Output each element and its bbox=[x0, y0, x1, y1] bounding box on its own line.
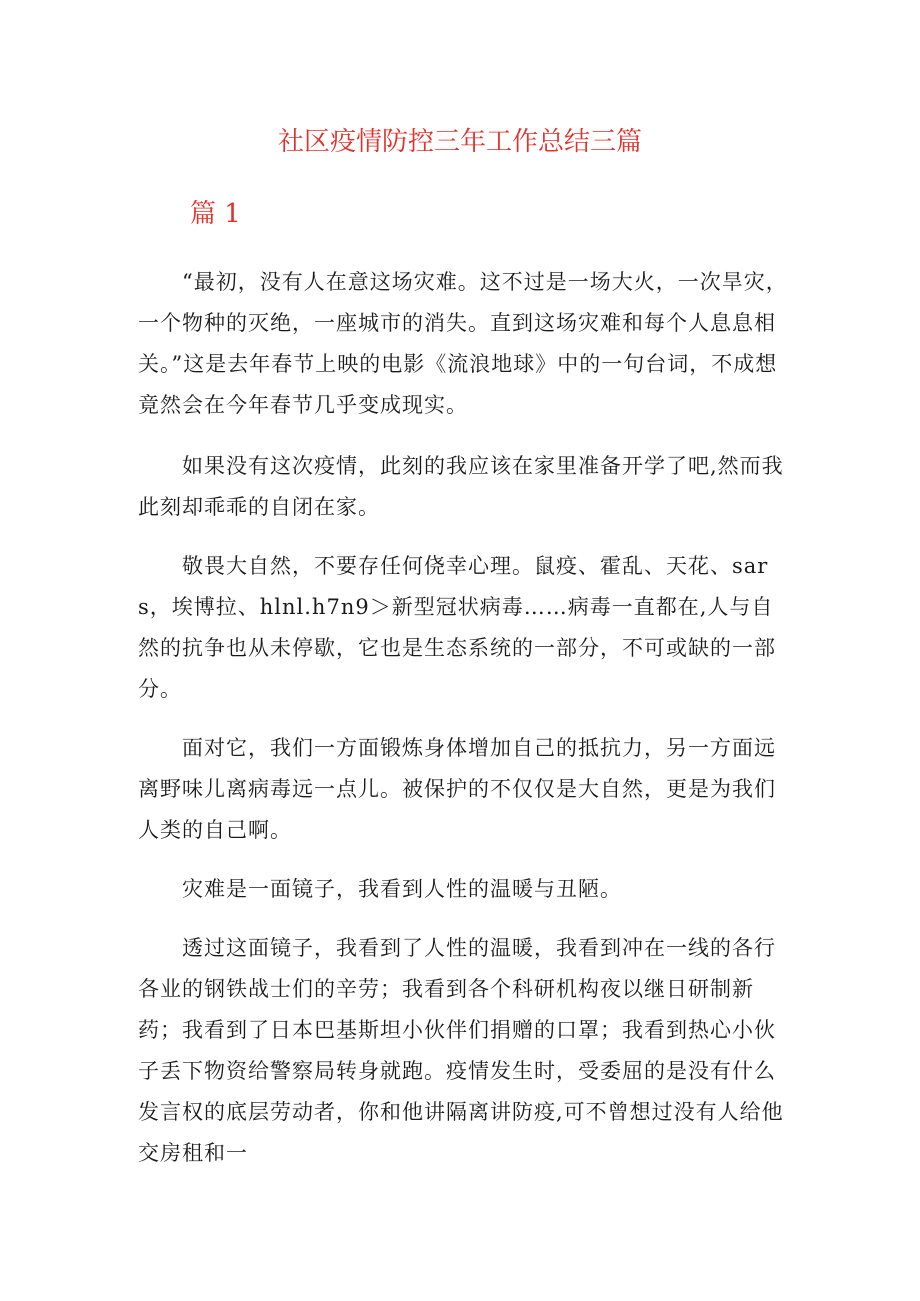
paragraph-4: 面对它，我们一方面锻炼身体增加自己的抵抗力，另一方面远离野味儿离病毒远一点儿。被保护的不仅仅是大自然，更是为我们人类的自己啊。 bbox=[138, 736, 776, 842]
document-title: 社区疫情防控三年工作总结三篇 bbox=[277, 127, 642, 157]
paragraph-1: “最初，没有人在意这场灾难。这不过是一场大火，一次旱灾，一个物种的灭绝，一座城市的消失。直到这场灾难和每个人息息相关。”这是去年春节上映的电影《流浪地球》中的一句台词，不成想竟然会在今年春节几乎变成现实。 bbox=[138, 270, 788, 417]
paragraph-2: 如果没有这次疫情，此刻的我应该在家里准备开学了吧,然而我此刻却乖乖的自闭在家。 bbox=[138, 454, 784, 519]
paragraph-6: 透过这面镜子，我看到了人性的温暖，我看到冲在一线的各行各业的钢铁战士们的辛劳；我看到各个科研机构夜以继日研制新药；我看到了日本巴基斯坦小伙伴们捐赠的口罩；我看到热心小伙子丢下物资给警察局转身就跑。疫情发生时，受委屈的是没有什么发言权的底层劳动者，你和他讲隔离讲防疫,可不曾想过没有人给他交房租和一 bbox=[138, 936, 784, 1165]
paragraph-3: 敬畏大自然，不要存任何侥幸心理。鼠疫、霍乱、天花、sars，埃博拉、hlnl.h7n9＞新型冠状病毒……病毒一直都在,人与自然的抗争也从未停歇，它也是生态系统的一部分，不可或缺的一部分。 bbox=[138, 554, 776, 701]
section-heading: 篇 1 bbox=[190, 199, 241, 229]
document-body bbox=[138, 262, 788, 1174]
paragraph-5: 灾难是一面镜子，我看到人性的温暖与丑陋。 bbox=[182, 877, 622, 901]
